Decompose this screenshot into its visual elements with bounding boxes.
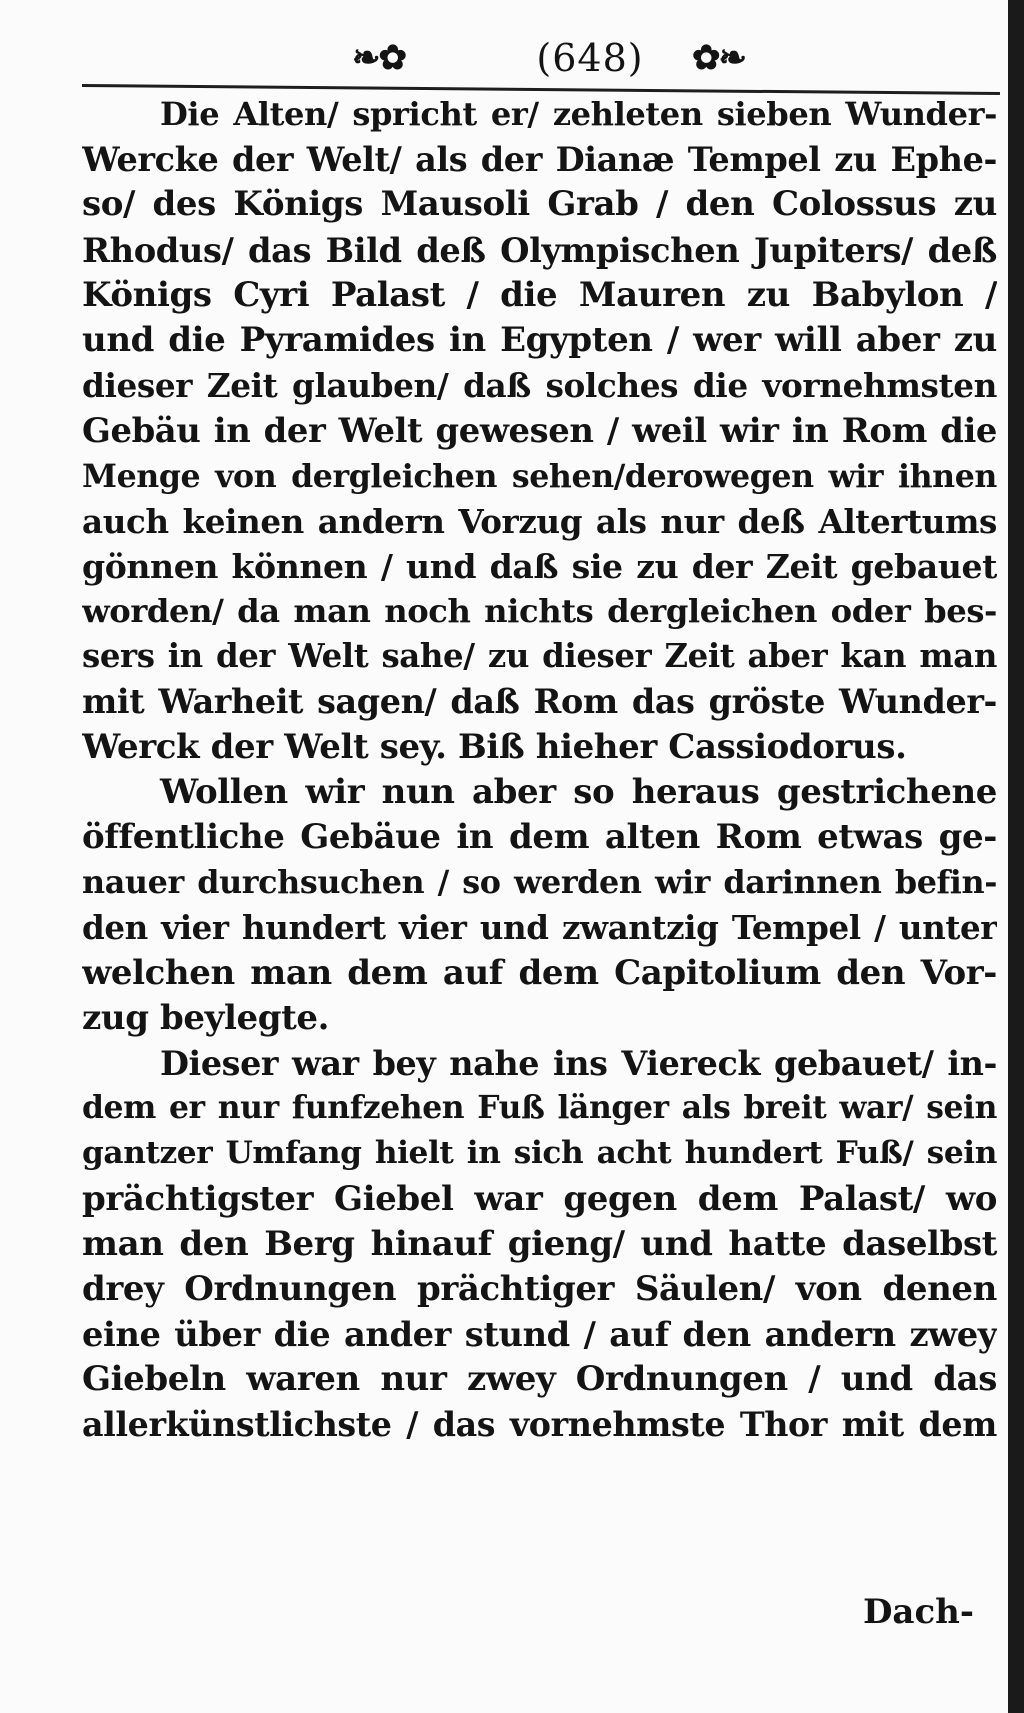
page-edge-shadow: [1008, 0, 1024, 1713]
text-line: man den Berg hinauf gieng/ und hatte daselbst: [82, 1223, 997, 1264]
text-line: auch keinen andern Vorzug als nur deß Altertums: [82, 501, 997, 541]
text-line: Wollen wir nun aber so heraus gestrichene: [160, 771, 997, 812]
page-header: [80, 30, 1000, 86]
text-line: Die Alten/ spricht er/ zehleten sieben Wunder-: [160, 95, 997, 133]
text-line: worden/ da man noch nichts dergleichen oder bes-: [82, 592, 997, 631]
text-line: Wercke der Welt/ als der Dianæ Tempel zu Ephe-: [82, 140, 997, 180]
right-ornament: ✿❧: [692, 38, 745, 78]
text-line: nauer durchsuchen / so werden wir darinnen befin-: [82, 864, 997, 902]
text-line: dem er nur funfzehen Fuß länger als breit war/ sein: [82, 1090, 997, 1127]
text-line: drey Ordnungen prächtiger Säulen/ von denen: [82, 1268, 997, 1309]
text-line: Dieser war bey nahe ins Viereck gebauet/ in-: [160, 1043, 997, 1083]
left-ornament: ❧✿: [352, 38, 405, 78]
text-line: Königs Cyri Palast / die Mauren zu Babylon /: [82, 274, 997, 315]
text-line: sers in der Welt sahe/ zu dieser Zeit aber kan man: [82, 637, 997, 676]
text-line: öffentliche Gebäue in dem alten Rom etwas ge-: [82, 817, 997, 857]
text-line: so/ des Königs Mausoli Grab / den Colossus zu: [82, 184, 997, 225]
text-line: zug beylegte.: [82, 997, 330, 1038]
text-line: Giebeln waren nur zwey Ordnungen / und das: [82, 1359, 997, 1400]
text-line: eine über die ander stund / auf den andern zwey: [82, 1314, 997, 1355]
text-line: allerkünstlichste / das vornehmste Thor mit dem: [82, 1405, 997, 1445]
body-text: [82, 92, 997, 1448]
text-line: mit Warheit sagen/ daß Rom das gröste Wunder-: [82, 682, 997, 722]
text-line: und die Pyramides in Egypten / wer will aber zu: [82, 319, 997, 360]
text-line: welchen man dem auf dem Capitolium den Vor-: [82, 952, 997, 993]
text-line: prächtigster Giebel war gegen dem Palast/ wo: [82, 1178, 997, 1219]
catchword: Dach-: [862, 1592, 974, 1632]
text-line: gantzer Umfang hielt in sich acht hundert Fuß/ sein: [82, 1135, 997, 1172]
text-line: Werck der Welt sey. Biß hieher Cassiodorus.: [82, 726, 907, 767]
text-line: Rhodus/ das Bild deß Olympischen Jupiters/ deß: [82, 229, 997, 270]
text-line: den vier hundert vier und zwantzig Tempel / unter: [82, 908, 997, 948]
text-line: gönnen können / und daß sie zu der Zeit gebauet: [82, 546, 997, 586]
page-number: (648): [536, 36, 644, 80]
text-line: Gebäu in der Welt gewesen / weil wir in Rom die: [82, 410, 997, 451]
text-line: Menge von dergleichen sehen/derowegen wir ihnen: [82, 457, 997, 495]
text-line: dieser Zeit glauben/ daß solches die vornehmsten: [82, 366, 997, 406]
